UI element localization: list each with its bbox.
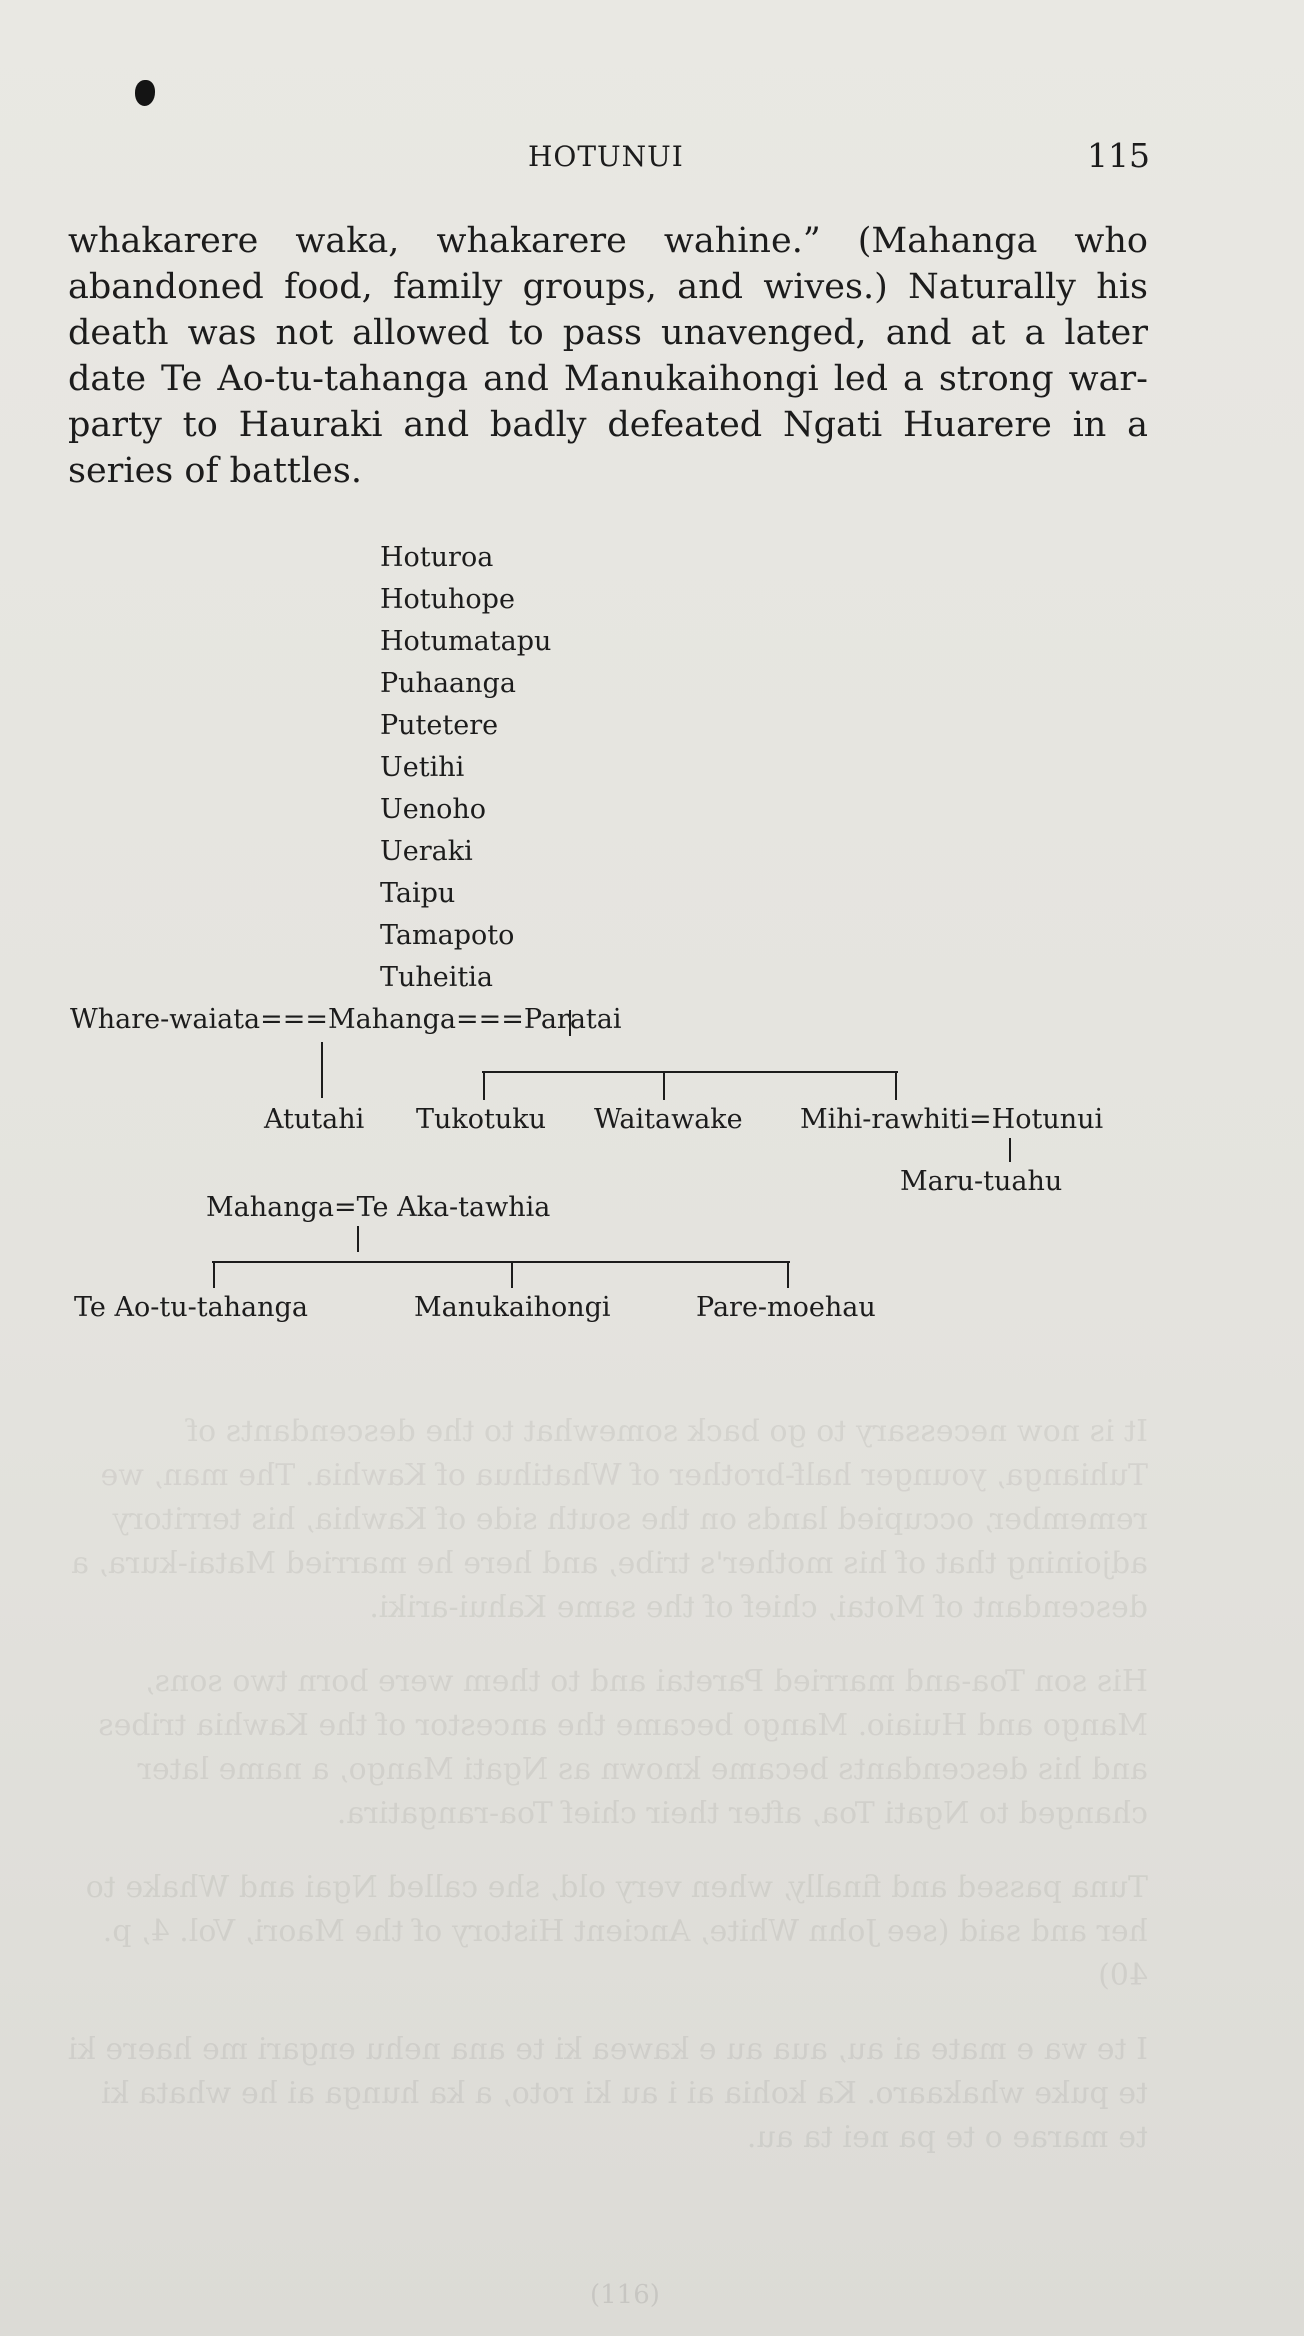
- child-name: Tukotuku: [416, 1104, 547, 1135]
- paragraph-line: date Te Ao-tu-tahanga and Manukaihongi led a strong war-: [68, 359, 1148, 399]
- grandchild-name: Pare-moehau: [696, 1292, 876, 1323]
- page-number: 115: [1087, 136, 1150, 175]
- bleed-through-page-number: (116): [590, 2280, 660, 2310]
- ancestor-name: Hoturoa: [380, 542, 494, 573]
- ancestor-name: Tuheitia: [380, 962, 493, 993]
- child-name: Mihi-rawhiti=Hotunui: [800, 1104, 1104, 1135]
- grandchild-name: Te Ao-tu-tahanga: [74, 1292, 308, 1323]
- ancestor-name: Taipu: [380, 878, 456, 909]
- grandchild-name: Manukaihongi: [414, 1292, 611, 1323]
- paragraph-line: abandoned food, family groups, and wives.) Naturally his: [68, 267, 1148, 307]
- bleed-through-paragraph: I te wa e mate ai au, aua au e kawea ki te ana nehu engari me haere ki te puke whakaaro. Ka kohia ai i au ki roto, a ka hunga ai he whata ki te marae o te pa nei ta au.: [68, 2032, 1148, 2155]
- ancestor-name: Ueraki: [380, 836, 473, 867]
- bleed-through-paragraph: It is now necessary to go back somewhat to the descendants of Tuhianga, younger half-brother of Whatihua of Kawhia. The man, we remember, occupied lands on the south side of Kawhia, his territory adjoining that of his mother's tribe, and here he married Matai-kura, a descendant of Motai, chief of the same Kahui-ariki.: [71, 1414, 1148, 1625]
- ancestor-name: Hotumatapu: [380, 626, 552, 657]
- ancestor-name: Hotuhope: [380, 584, 515, 615]
- marriage-line: Whare-waiata===Mahanga===Paratai: [70, 1004, 622, 1035]
- child-name: Atutahi: [264, 1104, 365, 1135]
- marriage-line: Mahanga=Te Aka-tawhia: [206, 1192, 551, 1223]
- descendant-name: Maru-tuahu: [900, 1166, 1063, 1197]
- paragraph-line: whakarere waka, whakarere wahine.” (Mahanga who: [68, 221, 1148, 261]
- bleed-through-paragraph: Tuna passed and finally, when very old, she called Ngai and Whake to her and said (see John White, Ancient History of the Maori, Vol. 4, p. 40): [85, 1870, 1148, 1993]
- ancestor-name: Puhaanga: [380, 668, 516, 699]
- paragraph-line: series of battles.: [68, 451, 362, 491]
- ancestor-name: Uenoho: [380, 794, 487, 825]
- running-head: HOTUNUI: [528, 140, 684, 173]
- paragraph-line: death was not allowed to pass unavenged, and at a later: [68, 313, 1148, 353]
- ancestor-name: Putetere: [380, 710, 499, 741]
- ancestor-name: Uetihi: [380, 752, 465, 783]
- bleed-through-paragraph: His son Toa-and married Paretai and to them were born two sons, Mango and Huiaio. Mango became the ancestor of the Kawhia tribes and his descendants became known as Ngati Mango, a name later changed to Ngati Toa, after their chief Toa-rangatira.: [98, 1664, 1148, 1831]
- child-name: Waitawake: [594, 1104, 743, 1135]
- paragraph-line: party to Hauraki and badly defeated Ngati Huarere in a: [68, 405, 1148, 445]
- ancestor-name: Tamapoto: [380, 920, 515, 951]
